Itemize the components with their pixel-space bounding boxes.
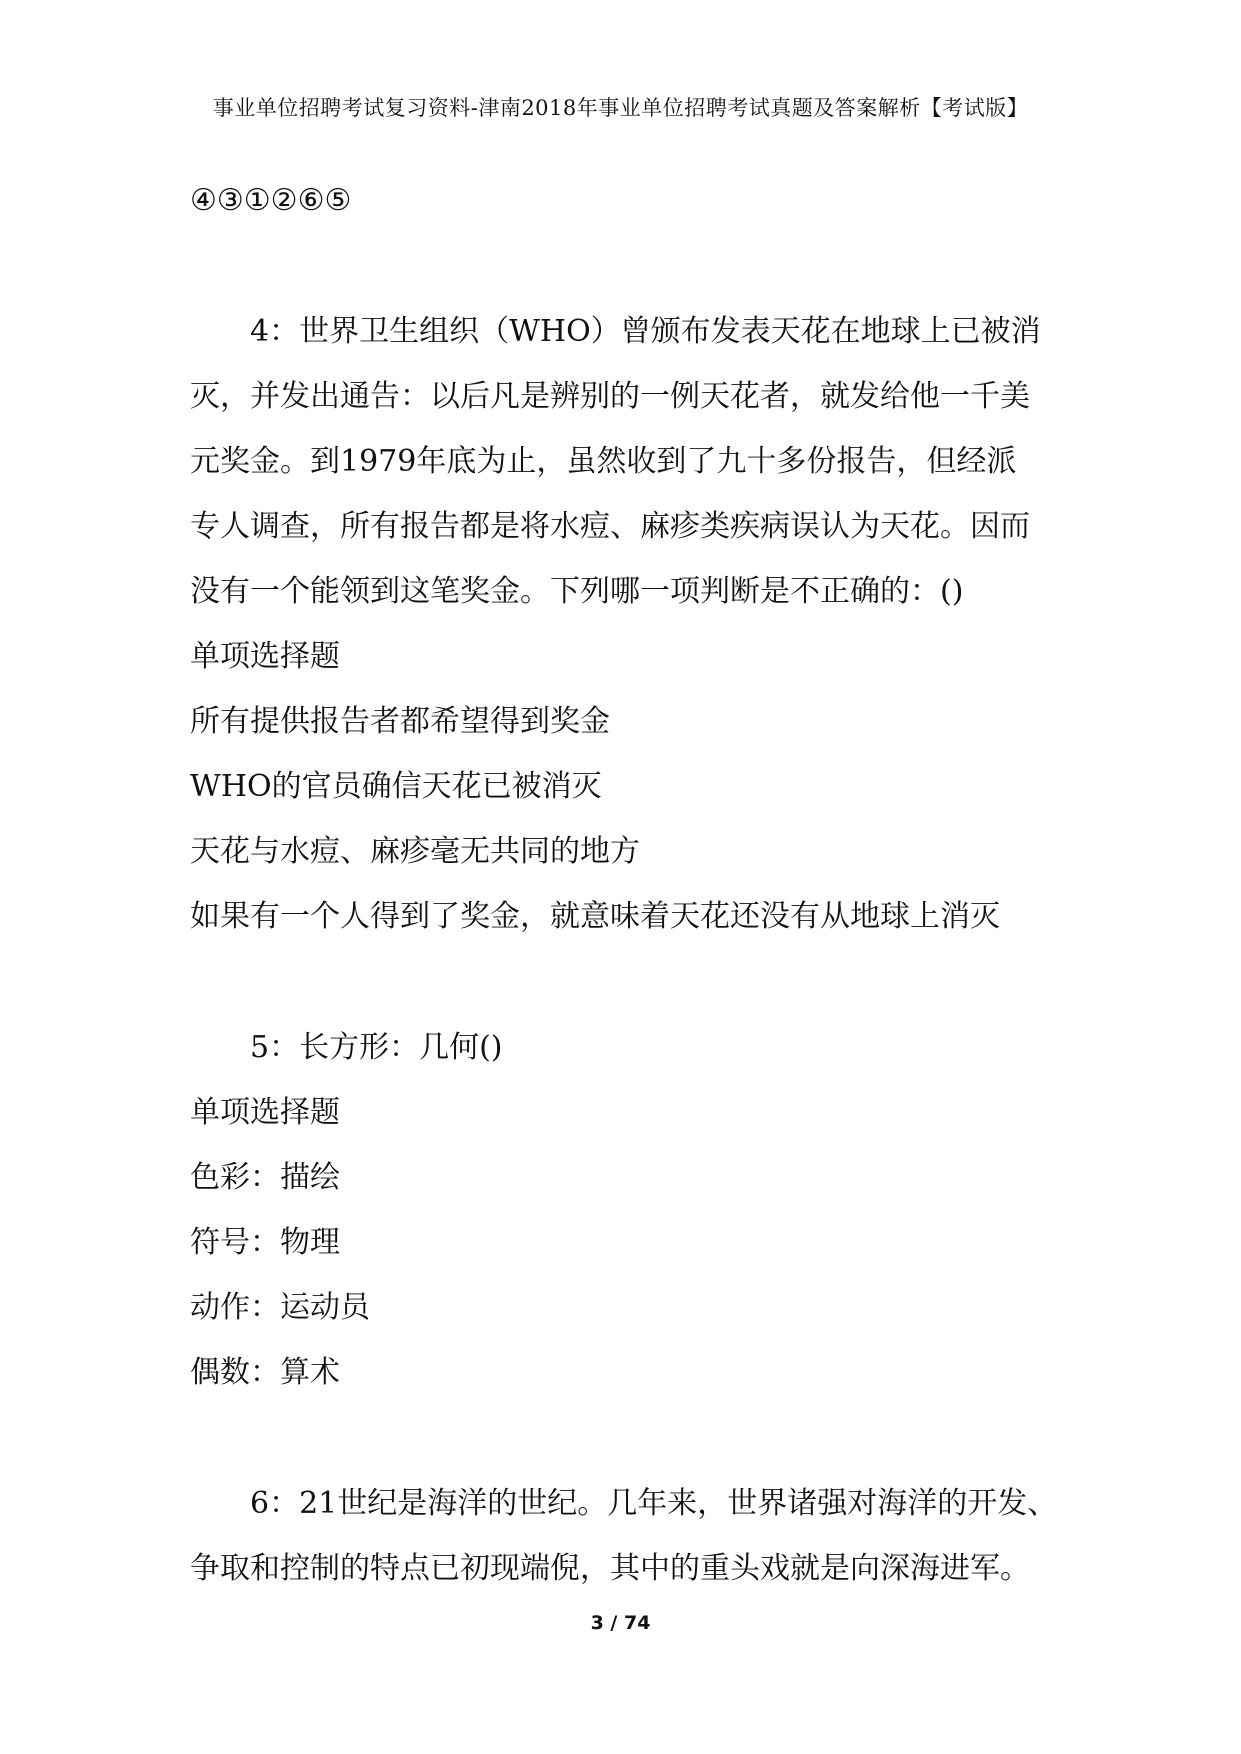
question-4-stem-line: 专人调查，所有报告都是将水痘、麻疹类疾病误认为天花。因而 (190, 509, 1030, 544)
question-4-stem-line: 没有一个能领到这笔奖金。下列哪一项判断是不正确的：() (190, 574, 964, 609)
question-4-option: 所有提供报告者都希望得到奖金 (190, 704, 610, 739)
question-5-type: 单项选择题 (190, 1095, 340, 1130)
question-6 (190, 1471, 1070, 1601)
spacer (190, 233, 1070, 299)
spacer (190, 1405, 1070, 1471)
question-4-stem-line: 灭，并发出通告：以后凡是辨别的一例天花者，就发给他一千美 (190, 379, 1030, 414)
question-5-option: 符号：物理 (190, 1225, 340, 1260)
question-6-stem-line: 6：21世纪是海洋的世纪。几年来，世界诸强对海洋的开发、 (250, 1486, 1058, 1521)
question-5-option: 偶数：算术 (190, 1355, 340, 1390)
spacer (190, 949, 1070, 1015)
question-4-option: WHO的官员确信天花已被消灭 (190, 769, 602, 804)
question-4-option: 天花与水痘、麻疹毫无共同的地方 (190, 834, 640, 869)
page-number: 3 / 74 (590, 1612, 651, 1634)
question-6-stem-line: 争取和控制的特点已初现端倪，其中的重头戏就是向深海进军。 (190, 1551, 1030, 1586)
question-5-option: 动作：运动员 (190, 1290, 370, 1325)
question-4 (190, 299, 1070, 949)
previous-answer: ④③①②⑥⑤ (190, 183, 352, 218)
question-5-option: 色彩：描绘 (190, 1160, 340, 1195)
question-5-stem: 5：长方形：几何() (250, 1030, 503, 1065)
question-4-type: 单项选择题 (190, 639, 340, 674)
question-5 (190, 1015, 1070, 1405)
page-header: 事业单位招聘考试复习资料-津南2018年事业单位招聘考试真题及答案解析【考试版】 (212, 96, 1029, 120)
document-body (190, 168, 1070, 1601)
question-4-stem-line: 元奖金。到1979年底为止，虽然收到了九十多份报告，但经派 (190, 444, 1017, 479)
question-4-option: 如果有一个人得到了奖金，就意味着天花还没有从地球上消灭 (190, 899, 1000, 934)
question-4-stem-line: 4：世界卫生组织（WHO）曾颁布发表天花在地球上已被消 (250, 314, 1041, 349)
